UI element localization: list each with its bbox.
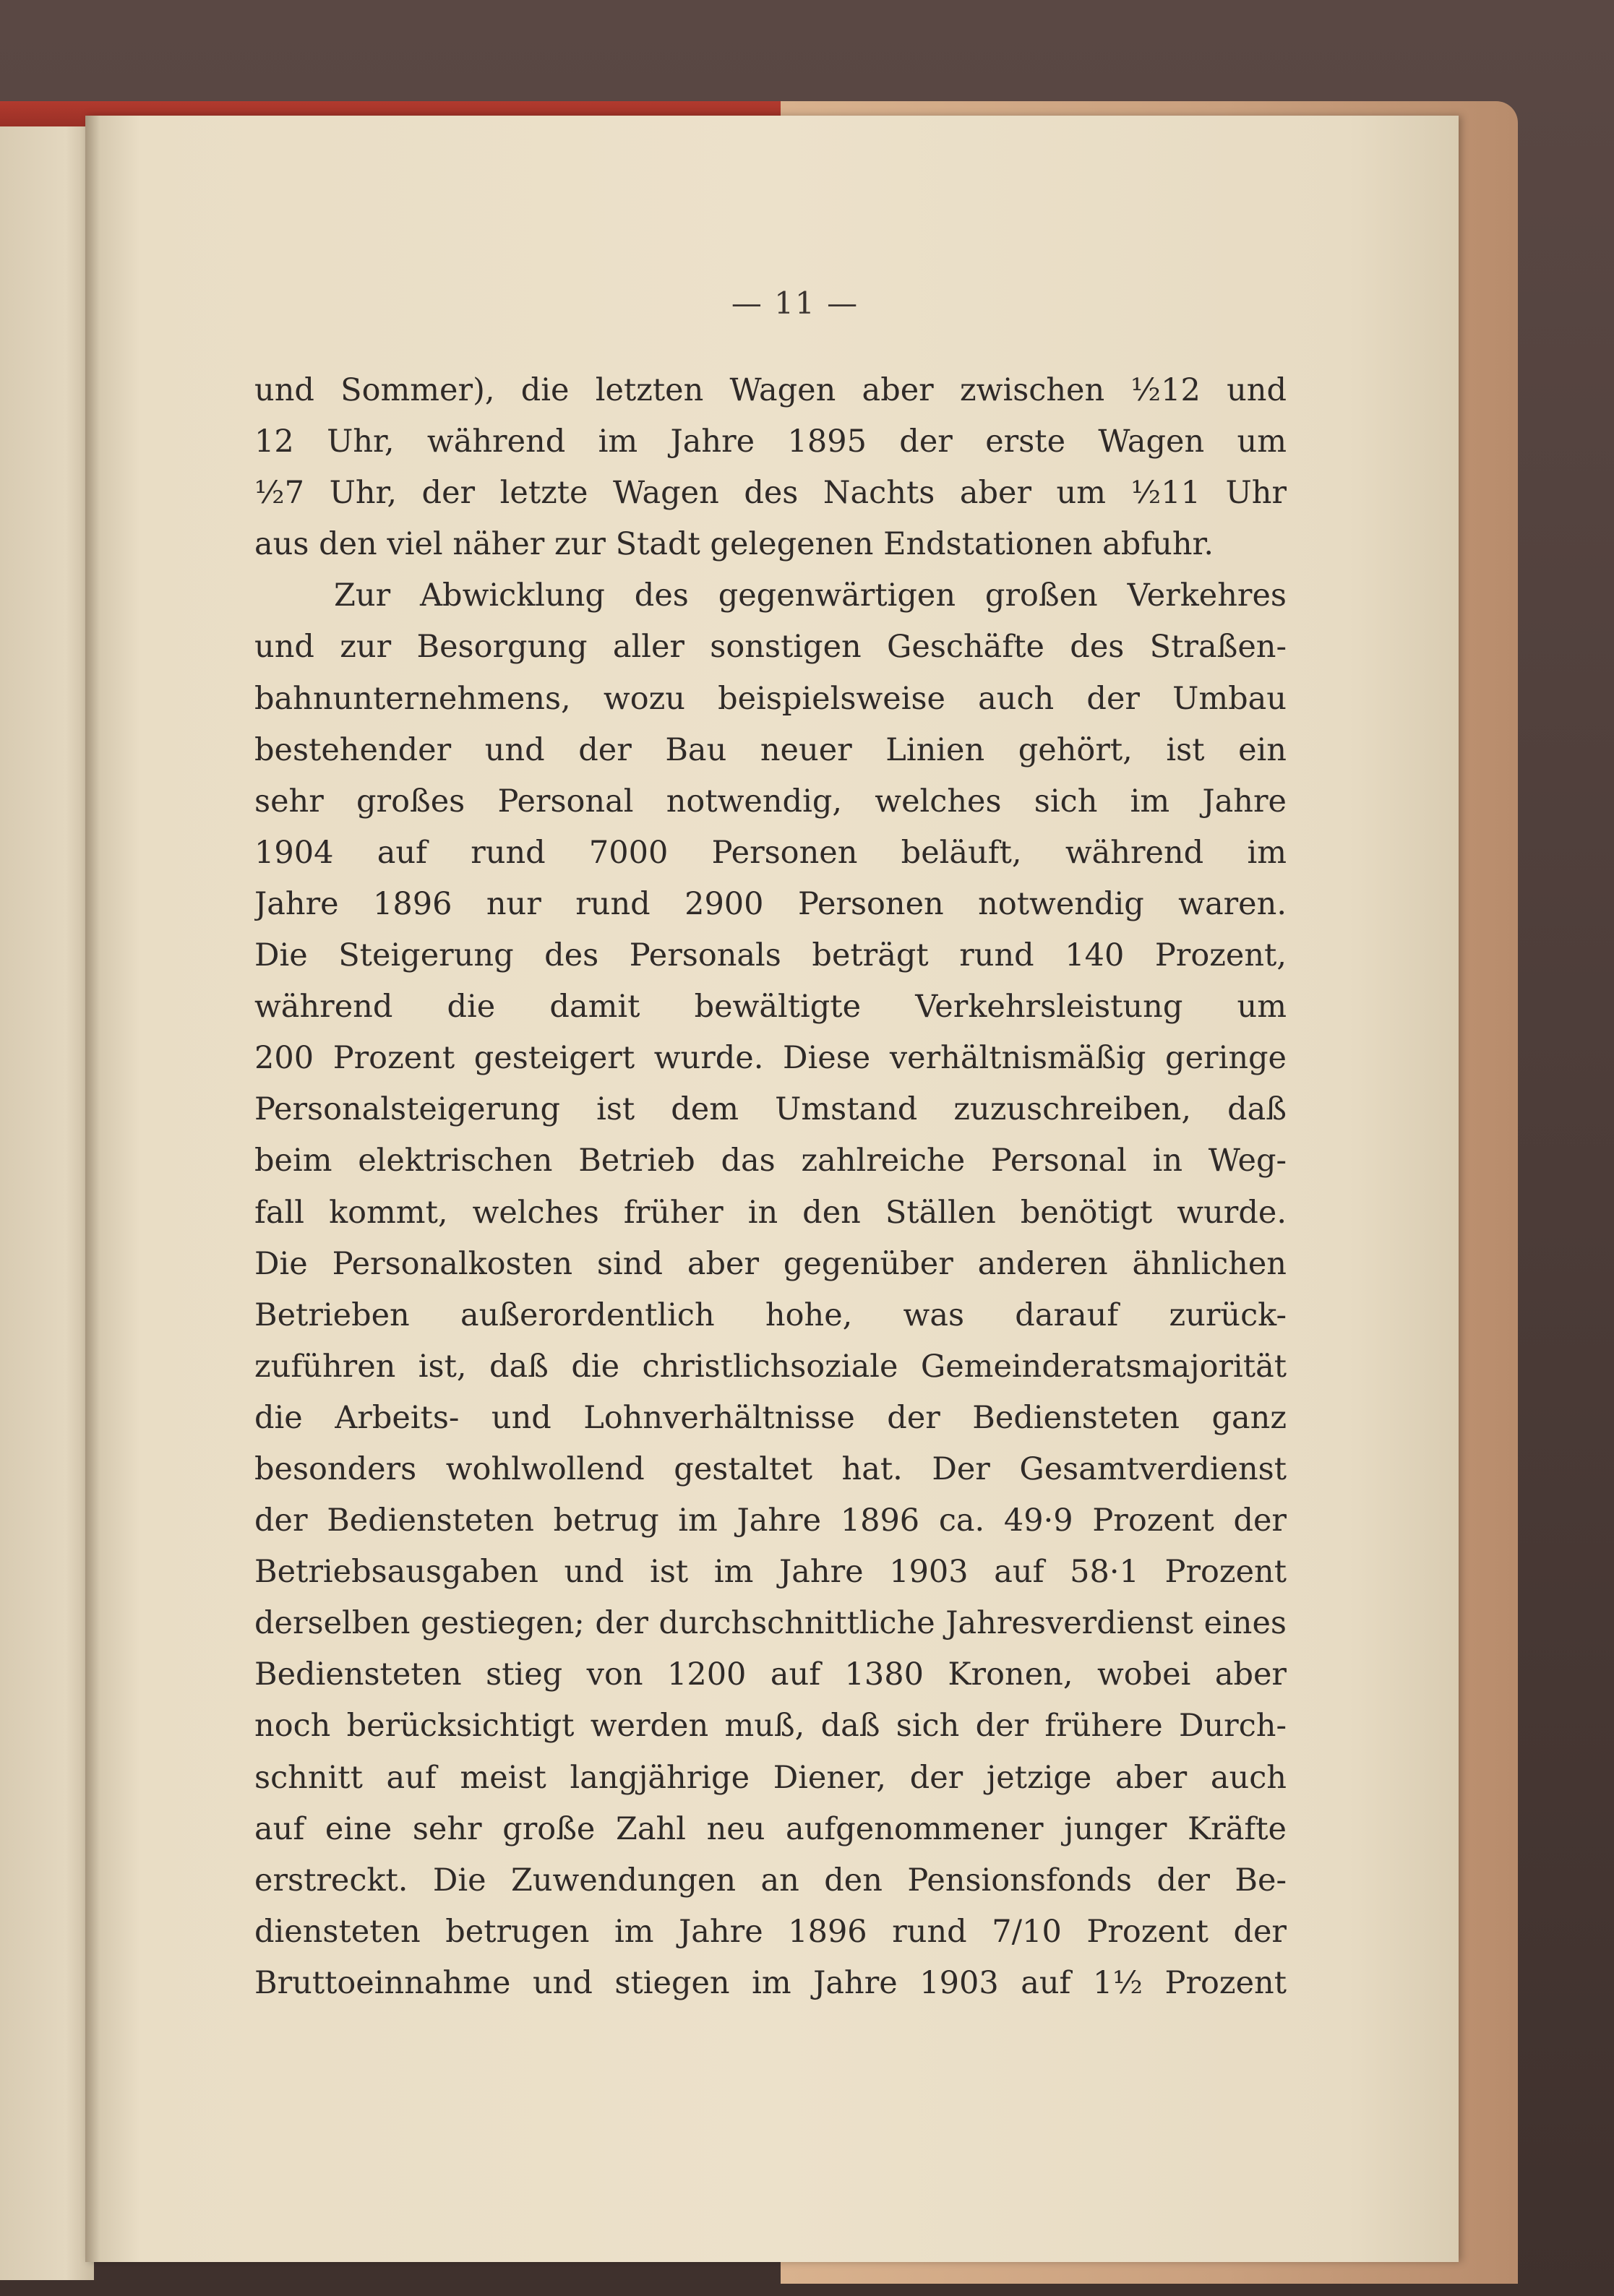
text-line: Zur Abwicklung des gegenwärtigen großen Verkehres bbox=[334, 577, 1287, 614]
text-line: die Arbeits- und Lohnverhältnisse der Bediensteten ganz bbox=[254, 1399, 1287, 1436]
text-line: erstreckt. Die Zuwendungen an den Pensionsfonds der Be- bbox=[254, 1862, 1287, 1899]
text-line: Die Steigerung des Personals beträgt rund 140 Prozent, bbox=[254, 937, 1287, 974]
text-line: Bediensteten stieg von 1200 auf 1380 Kronen, wobei aber bbox=[254, 1656, 1287, 1693]
text-line: Betrieben außerordentlich hohe, was darauf zurück- bbox=[254, 1297, 1287, 1333]
text-line: derselben gestiegen; der durchschnittliche Jahresverdienst eines bbox=[254, 1605, 1287, 1642]
text-line: Jahre 1896 nur rund 2900 Personen notwendig waren. bbox=[254, 885, 1287, 922]
page-gutter-shadow bbox=[85, 116, 100, 2262]
text-line: zuführen ist, daß die christlichsoziale Gemeinderatsmajorität bbox=[254, 1348, 1287, 1385]
left-page-edge bbox=[0, 126, 94, 2280]
page-number: — 11 — bbox=[731, 285, 859, 321]
text-line: bestehender und der Bau neuer Linien gehört, ist ein bbox=[254, 731, 1287, 768]
text-line: und zur Besorgung aller sonstigen Geschäfte des Straßen- bbox=[254, 629, 1287, 666]
text-line: 12 Uhr, während im Jahre 1895 der erste Wagen um bbox=[254, 423, 1287, 460]
text-line: auf eine sehr große Zahl neu aufgenommener junger Kräfte bbox=[254, 1810, 1287, 1847]
text-line: diensteten betrugen im Jahre 1896 rund 7/10 Prozent der bbox=[254, 1913, 1287, 1950]
body-text bbox=[254, 365, 1287, 2009]
text-line: Bruttoeinnahme und stiegen im Jahre 1903 auf 1½ Prozent bbox=[254, 1964, 1287, 2001]
text-line: beim elektrischen Betrieb das zahlreiche Personal in Weg- bbox=[254, 1143, 1287, 1179]
text-line: besonders wohlwollend gestaltet hat. Der Gesamtverdienst bbox=[254, 1450, 1287, 1487]
text-line: schnitt auf meist langjährige Diener, der jetzige aber auch bbox=[254, 1759, 1287, 1796]
text-line: fall kommt, welches früher in den Ställen benötigt wurde. bbox=[254, 1194, 1287, 1231]
text-line: bahnunternehmens, wozu beispielsweise auch der Umbau bbox=[254, 680, 1287, 717]
text-line: 1904 auf rund 7000 Personen beläuft, während im bbox=[254, 834, 1287, 871]
text-line: aus den viel näher zur Stadt gelegenen Endstationen abfuhr. bbox=[254, 526, 1214, 563]
text-line: der Bediensteten betrug im Jahre 1896 ca. 49·9 Prozent der bbox=[254, 1502, 1287, 1539]
text-line: und Sommer), die letzten Wagen aber zwischen ½12 und bbox=[254, 372, 1287, 408]
text-line: Betriebsausgaben und ist im Jahre 1903 auf 58·1 Prozent bbox=[254, 1554, 1287, 1591]
text-line: Personalsteigerung ist dem Umstand zuzuschreiben, daß bbox=[254, 1091, 1287, 1128]
text-line: noch berücksichtigt werden muß, daß sich der frühere Durch- bbox=[254, 1708, 1287, 1745]
text-line: während die damit bewältigte Verkehrsleistung um bbox=[254, 989, 1287, 1026]
text-line: ½7 Uhr, der letzte Wagen des Nachts aber um ½11 Uhr bbox=[254, 475, 1287, 512]
text-line: 200 Prozent gesteigert wurde. Diese verhältnismäßig geringe bbox=[254, 1040, 1287, 1077]
text-line: Die Personalkosten sind aber gegenüber anderen ähnlichen bbox=[254, 1245, 1287, 1282]
text-line: sehr großes Personal notwendig, welches sich im Jahre bbox=[254, 783, 1287, 820]
